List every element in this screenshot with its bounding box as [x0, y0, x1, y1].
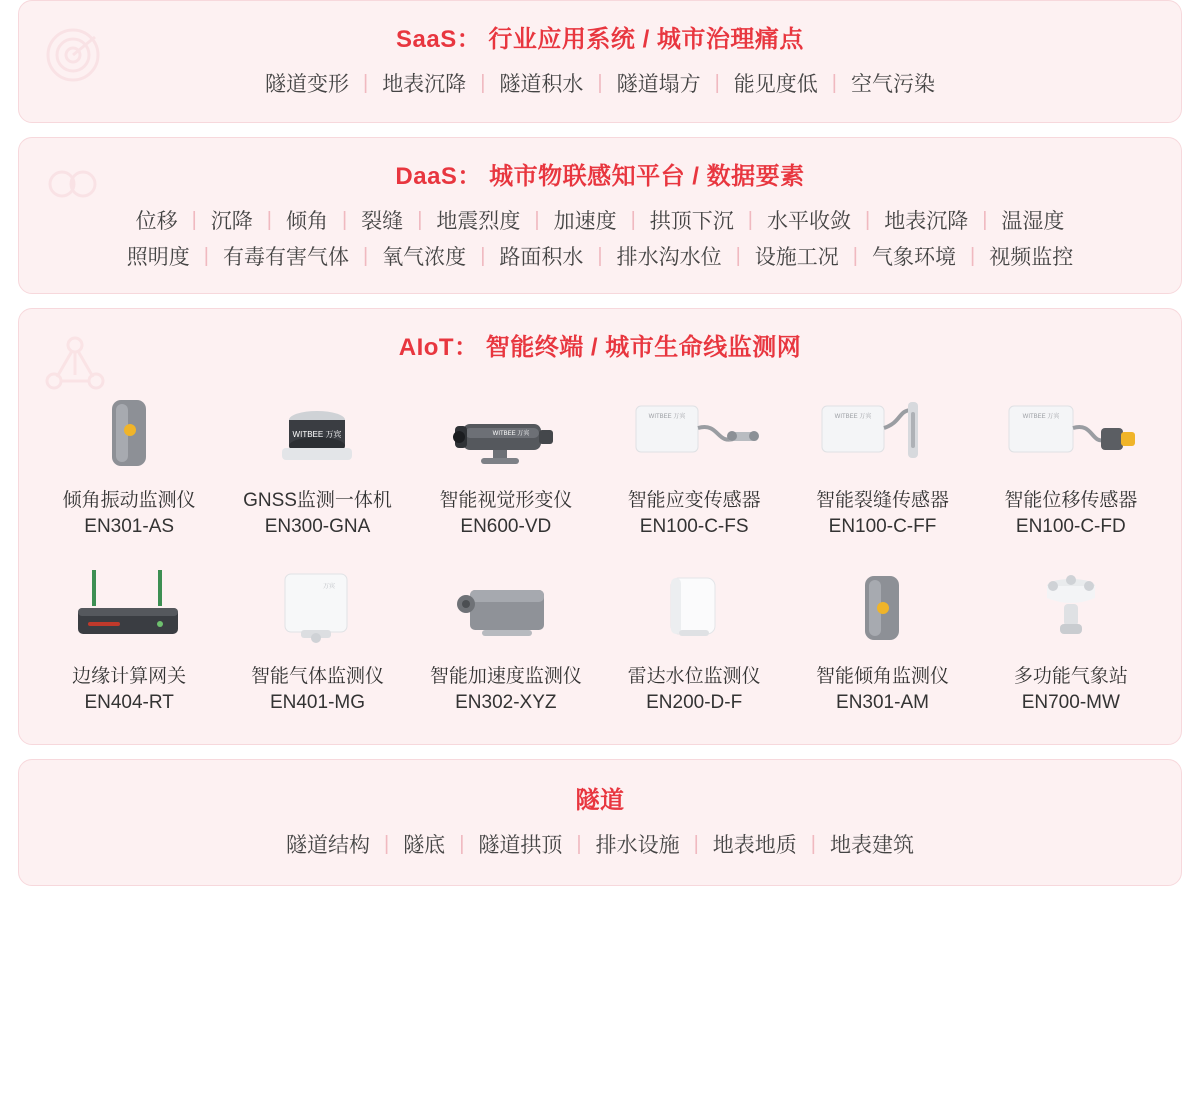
- separator: |: [417, 208, 423, 231]
- device-name: 智能裂缝传感器: [815, 490, 949, 511]
- device-name: 智能加速度监测仪: [429, 666, 582, 688]
- device-model: EN301-AM: [836, 691, 929, 713]
- device-model: EN301-AS: [84, 515, 175, 537]
- daas-item: 沉降: [210, 210, 253, 233]
- separator: |: [714, 71, 720, 94]
- svg-text:WITBEE 万宾: WITBEE 万宾: [1022, 414, 1060, 420]
- tunnel-item: 排水设施: [595, 834, 680, 858]
- tilt-sensor-icon: [790, 562, 974, 654]
- device-card[interactable]: [223, 556, 411, 726]
- separator: |: [203, 244, 209, 267]
- aiot-panel: [18, 308, 1182, 745]
- separator: |: [383, 832, 390, 855]
- separator: |: [191, 208, 197, 231]
- daas-item: 氧气浓度: [382, 246, 467, 269]
- daas-item: 温湿度: [1001, 210, 1065, 233]
- daas-item: 位移: [135, 210, 178, 233]
- device-card[interactable]: [788, 380, 976, 550]
- device-model: EN100-C-FD: [1015, 515, 1126, 537]
- device-name: 智能位移传感器: [1004, 490, 1138, 511]
- tunnel-item: 地表建筑: [830, 834, 914, 858]
- svg-text:WITBEE 万宾: WITBEE 万宾: [492, 431, 530, 437]
- device-grid: [19, 376, 1181, 744]
- tunnel-item: 隧道结构: [285, 834, 370, 858]
- daas-item: 有毒有害气体: [222, 246, 349, 269]
- daas-item: 裂缝: [361, 210, 404, 233]
- separator: |: [266, 208, 272, 231]
- saas-item: 地表沉降: [382, 73, 467, 96]
- daas-item: 设施工况: [754, 246, 839, 269]
- separator: |: [597, 244, 603, 267]
- device-card[interactable]: [35, 556, 223, 726]
- tilt-vibration-sensor-icon: [37, 386, 221, 478]
- strain-sensor-icon: [602, 386, 786, 478]
- tunnel-items: [19, 829, 1181, 885]
- device-name: GNSS监测一体机: [243, 490, 392, 511]
- daas-item: 倾角: [285, 210, 328, 233]
- device-card[interactable]: [600, 556, 788, 726]
- svg-text:WITBEE 万宾: WITBEE 万宾: [835, 414, 872, 420]
- separator: |: [341, 208, 348, 231]
- device-model: EN200-D-F: [646, 691, 743, 713]
- device-name: 智能倾角监测仪: [815, 666, 949, 688]
- separator: |: [810, 832, 816, 855]
- daas-item: 加速度: [553, 210, 617, 233]
- saas-items: [19, 68, 1181, 122]
- svg-text:WITBEE 万宾: WITBEE 万宾: [648, 414, 686, 420]
- gas-monitor-icon: [225, 562, 409, 654]
- edge-gateway-icon: [37, 562, 221, 654]
- tunnel-item: 隧底: [403, 834, 446, 858]
- device-name: 雷达水位监测仪: [627, 666, 761, 688]
- separator: |: [597, 71, 603, 94]
- daas-item: 视频监控: [989, 246, 1074, 269]
- separator: |: [576, 832, 582, 855]
- daas-item: 照明度: [126, 246, 190, 269]
- displacement-sensor-icon: [979, 386, 1163, 478]
- device-model: EN401-MG: [269, 691, 365, 713]
- svg-text:WITBEE 万宾: WITBEE 万宾: [293, 430, 342, 439]
- device-card[interactable]: [223, 380, 411, 550]
- daas-item: 气象环境: [872, 246, 956, 269]
- separator: |: [362, 71, 369, 94]
- saas-item: 隧道变形: [264, 73, 349, 96]
- separator: |: [362, 244, 369, 267]
- saas-panel: [18, 0, 1182, 123]
- separator: |: [693, 832, 699, 855]
- daas-item: 地表沉降: [884, 210, 969, 233]
- saas-item: 隧道积水: [499, 73, 584, 96]
- tunnel-panel: [18, 759, 1182, 886]
- device-card[interactable]: [977, 556, 1165, 726]
- separator: |: [534, 208, 540, 231]
- separator: |: [630, 208, 636, 231]
- device-model: EN100-C-FS: [639, 515, 749, 537]
- device-name: 智能应变传感器: [627, 490, 761, 511]
- daas-items-row-1: [19, 205, 1181, 241]
- device-model: EN600-VD: [460, 515, 552, 537]
- saas-title: SaaS： 行业应用系统 / 城市治理痛点: [396, 26, 804, 53]
- device-name: 边缘计算网关: [72, 666, 187, 688]
- device-model: EN300-GNA: [264, 515, 371, 537]
- gnss-monitor-icon: [225, 386, 409, 478]
- saas-item: 隧道塌方: [616, 73, 701, 96]
- device-card[interactable]: [977, 380, 1165, 550]
- device-model: EN700-MW: [1021, 691, 1120, 713]
- vision-camera-icon: [414, 386, 598, 478]
- daas-panel: [18, 137, 1182, 294]
- separator: |: [480, 71, 486, 94]
- separator: |: [747, 208, 753, 231]
- saas-item: 能见度低: [733, 73, 818, 96]
- weather-station-icon: [979, 562, 1163, 654]
- daas-title: DaaS： 城市物联感知平台 / 数据要素: [395, 163, 805, 190]
- device-card[interactable]: [788, 556, 976, 726]
- crack-sensor-icon: [790, 386, 974, 478]
- tunnel-item: 地表地质: [712, 834, 797, 858]
- radar-water-level-icon: [602, 562, 786, 654]
- device-model: EN100-C-FF: [828, 515, 937, 537]
- separator: |: [735, 244, 741, 267]
- daas-item: 路面积水: [499, 246, 584, 269]
- separator: |: [480, 244, 486, 267]
- separator: |: [865, 208, 871, 231]
- device-name: 多功能气象站: [1013, 666, 1128, 688]
- accelerometer-icon: [414, 562, 598, 654]
- device-name: 倾角振动监测仪: [62, 490, 196, 511]
- daas-item: 拱顶下沉: [649, 210, 734, 233]
- saas-item: 空气污染: [851, 73, 935, 96]
- svg-text:万宾: 万宾: [323, 584, 336, 591]
- separator: |: [852, 244, 858, 267]
- tunnel-title: 隧道: [575, 787, 625, 815]
- device-card[interactable]: [412, 380, 600, 550]
- aiot-title: AIoT： 智能终端 / 城市生命线监测网: [398, 334, 802, 361]
- device-name: 智能气体监测仪: [250, 666, 384, 688]
- separator: |: [982, 208, 988, 231]
- daas-item: 地震烈度: [436, 210, 521, 233]
- separator: |: [459, 832, 465, 855]
- device-card[interactable]: [412, 556, 600, 726]
- device-model: EN302-XYZ: [455, 691, 557, 713]
- device-card[interactable]: [35, 380, 223, 550]
- tunnel-item: 隧道拱顶: [478, 834, 563, 858]
- separator: |: [970, 244, 976, 267]
- separator: |: [831, 71, 837, 94]
- daas-items-row-2: [19, 241, 1181, 293]
- device-card[interactable]: [600, 380, 788, 550]
- daas-item: 水平收敛: [767, 210, 851, 233]
- device-name: 智能视觉形变仪: [439, 490, 573, 511]
- device-model: EN404-RT: [84, 691, 174, 713]
- daas-item: 排水沟水位: [616, 246, 722, 269]
